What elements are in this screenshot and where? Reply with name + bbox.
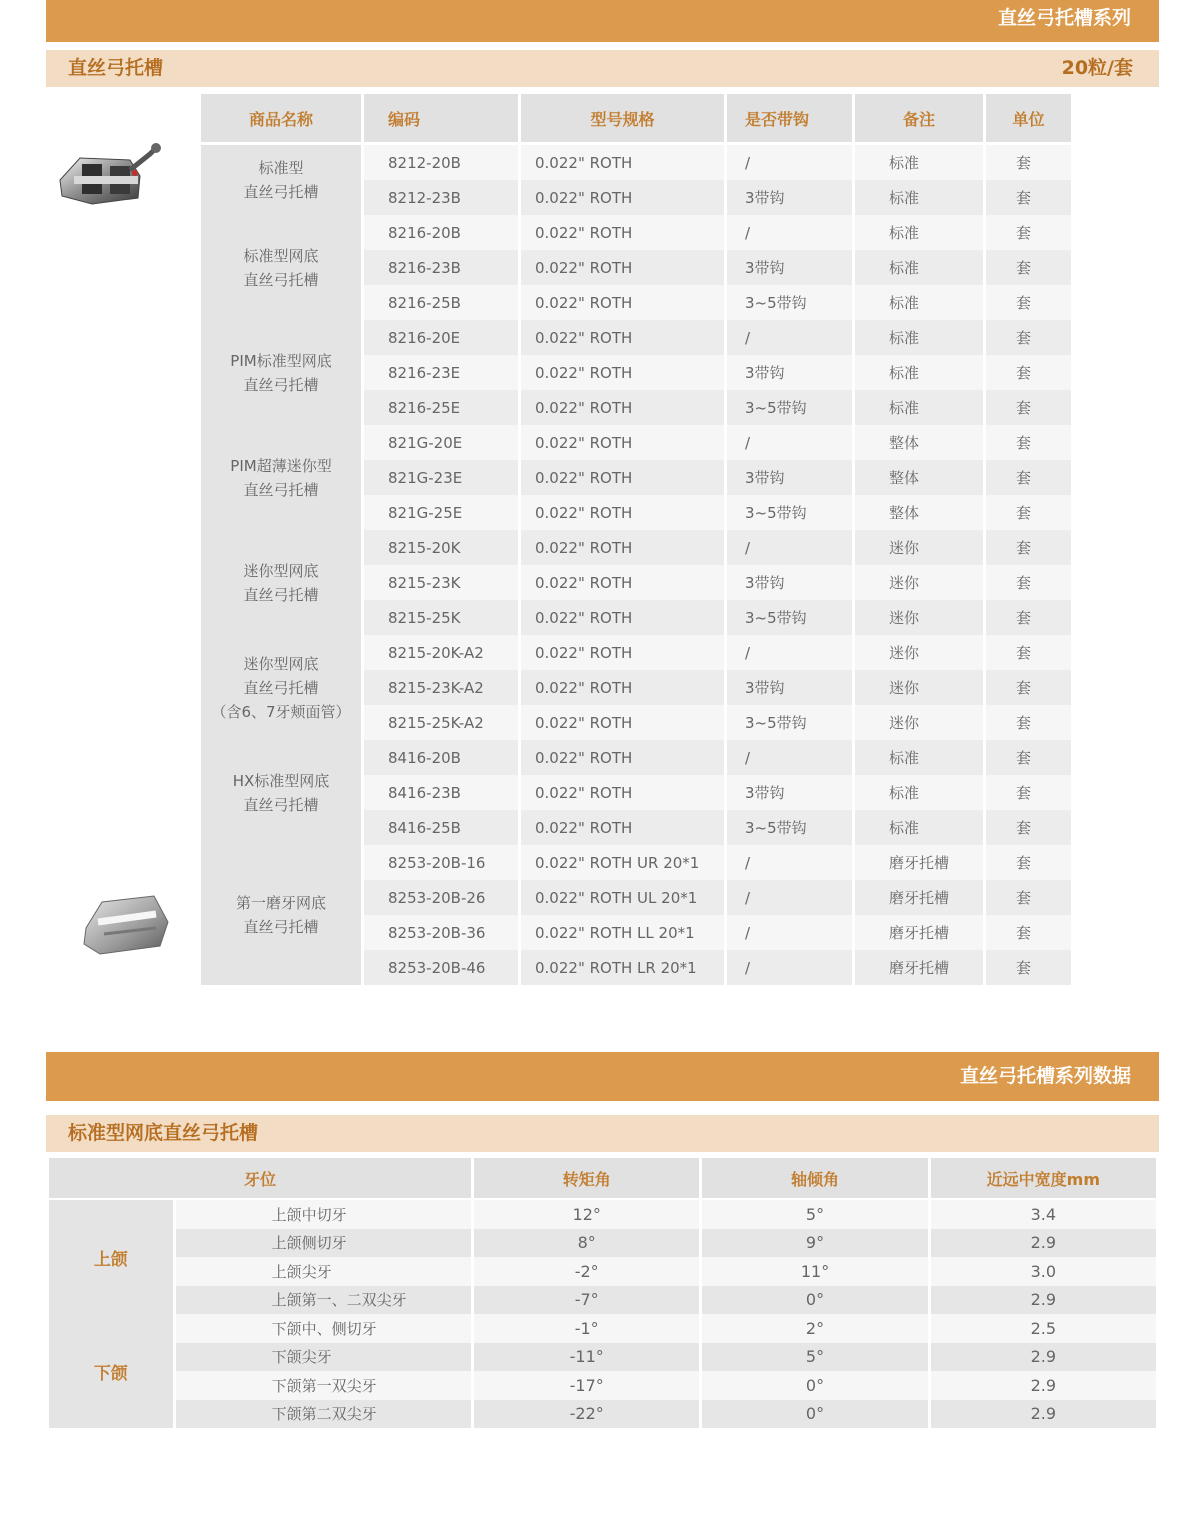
series-banner-title: 直丝弓托槽系列 <box>997 7 1131 29</box>
product-hook: / <box>727 145 852 180</box>
product-name-line: PIM超薄迷你型 <box>230 456 332 475</box>
jaw-label: 下颌 <box>49 1314 173 1428</box>
product-note: 标准 <box>855 810 983 845</box>
product-sub-title: 直丝弓托槽 <box>68 57 164 79</box>
product-name-line: 标准型网底 <box>243 246 319 265</box>
product-row <box>201 425 1071 460</box>
product-name-line: （含6、7牙颊面管） <box>211 702 351 721</box>
product-spec: 0.022" ROTH <box>521 530 724 565</box>
product-unit: 套 <box>986 775 1071 810</box>
product-name-cell <box>201 635 361 740</box>
width-value: 2.9 <box>931 1286 1156 1315</box>
product-unit: 套 <box>986 425 1071 460</box>
product-code: 8253-20B-26 <box>364 880 518 915</box>
product-code: 8216-20E <box>364 320 518 355</box>
product-unit: 套 <box>986 145 1071 180</box>
product-hook: 3带钩 <box>727 460 852 495</box>
product-name-cell <box>201 320 361 425</box>
product-code: 8215-23K <box>364 565 518 600</box>
product-unit: 套 <box>986 600 1071 635</box>
product-unit: 套 <box>986 845 1071 880</box>
product-name-line: 标准型 <box>258 159 304 177</box>
tooth-name: 上颌第一、二双尖牙 <box>176 1286 471 1315</box>
product-spec: 0.022" ROTH <box>521 215 724 250</box>
product-unit: 套 <box>986 740 1071 775</box>
product-note: 迷你 <box>855 600 983 635</box>
product-spec: 0.022" ROTH <box>521 390 724 425</box>
product-code: 8253-20B-16 <box>364 845 518 880</box>
product-name-cell <box>201 145 361 215</box>
angle-row <box>49 1314 1156 1343</box>
width-value: 3.0 <box>931 1257 1156 1286</box>
product-hook: / <box>727 635 852 670</box>
product-note: 标准 <box>855 180 983 215</box>
angle-row <box>49 1229 1156 1258</box>
product-code: 8212-23B <box>364 180 518 215</box>
product-name-line: 直丝弓托槽 <box>243 183 319 201</box>
product-name-cell <box>201 215 361 320</box>
product-name-line: 直丝弓托槽 <box>243 795 319 814</box>
product-table <box>198 94 1074 985</box>
product-unit: 套 <box>986 495 1071 530</box>
tip-value: 5° <box>702 1343 927 1372</box>
product-note: 整体 <box>855 495 983 530</box>
product-spec: 0.022" ROTH LR 20*1 <box>521 950 724 985</box>
angle-row <box>49 1343 1156 1372</box>
product-spec: 0.022" ROTH <box>521 460 724 495</box>
product-unit: 套 <box>986 215 1071 250</box>
product-note: 迷你 <box>855 565 983 600</box>
product-note: 标准 <box>855 355 983 390</box>
angle-data-table <box>46 1158 1159 1428</box>
product-code: 821G-20E <box>364 425 518 460</box>
product-spec: 0.022" ROTH <box>521 285 724 320</box>
product-spec: 0.022" ROTH <box>521 145 724 180</box>
product-name-line: PIM标准型网底 <box>230 351 332 370</box>
product-sub-banner <box>46 50 1159 87</box>
product-unit: 套 <box>986 460 1071 495</box>
product-note: 标准 <box>855 390 983 425</box>
product-note: 磨牙托槽 <box>855 880 983 915</box>
header-spec: 型号规格 <box>521 94 724 145</box>
product-hook: 3带钩 <box>727 250 852 285</box>
product-spec: 0.022" ROTH <box>521 250 724 285</box>
product-code: 821G-25E <box>364 495 518 530</box>
data-sub-banner <box>46 1115 1159 1152</box>
product-hook: / <box>727 950 852 985</box>
product-code: 8212-20B <box>364 145 518 180</box>
product-note: 迷你 <box>855 530 983 565</box>
data-banner <box>46 1052 1159 1101</box>
product-spec: 0.022" ROTH <box>521 600 724 635</box>
width-value: 2.9 <box>931 1371 1156 1400</box>
product-note: 标准 <box>855 215 983 250</box>
product-code: 8216-23B <box>364 250 518 285</box>
product-hook: 3~5带钩 <box>727 705 852 740</box>
product-code: 8216-25B <box>364 285 518 320</box>
product-unit: 套 <box>986 670 1071 705</box>
product-code: 8253-20B-46 <box>364 950 518 985</box>
product-hook: 3带钩 <box>727 670 852 705</box>
product-code: 8215-25K <box>364 600 518 635</box>
header-tooth-position: 牙位 <box>49 1158 471 1200</box>
tip-value: 9° <box>702 1229 927 1258</box>
product-hook: 3~5带钩 <box>727 600 852 635</box>
product-unit: 套 <box>986 635 1071 670</box>
product-spec: 0.022" ROTH <box>521 320 724 355</box>
product-note: 标准 <box>855 285 983 320</box>
product-row <box>201 740 1071 775</box>
product-note: 磨牙托槽 <box>855 915 983 950</box>
product-row <box>201 845 1071 880</box>
torque-value: -2° <box>474 1257 699 1286</box>
product-row <box>201 635 1071 670</box>
molar-tube-product-image <box>80 888 172 958</box>
product-spec: 0.022" ROTH <box>521 565 724 600</box>
product-note: 磨牙托槽 <box>855 950 983 985</box>
product-name-line: 直丝弓托槽 <box>243 375 319 394</box>
tooth-name: 下颌中、侧切牙 <box>176 1314 471 1343</box>
product-name-line: HX标准型网底 <box>232 771 330 790</box>
product-unit: 套 <box>986 565 1071 600</box>
product-unit: 套 <box>986 250 1071 285</box>
product-hook: / <box>727 530 852 565</box>
product-unit: 套 <box>986 810 1071 845</box>
header-code: 编码 <box>364 94 518 145</box>
header-torque: 转矩角 <box>474 1158 699 1200</box>
product-hook: / <box>727 215 852 250</box>
product-code: 8416-23B <box>364 775 518 810</box>
tip-value: 2° <box>702 1314 927 1343</box>
tip-value: 0° <box>702 1371 927 1400</box>
product-hook: 3~5带钩 <box>727 285 852 320</box>
product-unit: 套 <box>986 355 1071 390</box>
tip-value: 0° <box>702 1286 927 1315</box>
product-spec: 0.022" ROTH <box>521 355 724 390</box>
header-product-name: 商品名称 <box>201 94 361 145</box>
product-spec: 0.022" ROTH UR 20*1 <box>521 845 724 880</box>
torque-value: -1° <box>474 1314 699 1343</box>
product-hook: 3~5带钩 <box>727 810 852 845</box>
header-unit: 单位 <box>986 94 1071 145</box>
data-banner-title: 直丝弓托槽系列数据 <box>959 1065 1131 1087</box>
pack-quantity: 20粒/套 <box>1061 57 1133 79</box>
torque-value: -17° <box>474 1371 699 1400</box>
product-row <box>201 530 1071 565</box>
product-spec: 0.022" ROTH <box>521 740 724 775</box>
product-unit: 套 <box>986 390 1071 425</box>
product-spec: 0.022" ROTH <box>521 670 724 705</box>
product-name-cell <box>201 425 361 530</box>
tooth-name: 下颌尖牙 <box>176 1343 471 1372</box>
product-code: 8416-25B <box>364 810 518 845</box>
product-spec: 0.022" ROTH <box>521 810 724 845</box>
product-note: 迷你 <box>855 670 983 705</box>
product-code: 8215-25K-A2 <box>364 705 518 740</box>
width-value: 2.9 <box>931 1400 1156 1429</box>
tooth-name: 下颌第二双尖牙 <box>176 1400 471 1429</box>
tip-value: 11° <box>702 1257 927 1286</box>
product-note: 迷你 <box>855 635 983 670</box>
product-note: 迷你 <box>855 705 983 740</box>
product-hook: / <box>727 915 852 950</box>
angle-row <box>49 1371 1156 1400</box>
header-note: 备注 <box>855 94 983 145</box>
product-name-line: 迷你型网底 <box>243 561 319 580</box>
product-name-line: 直丝弓托槽 <box>243 918 319 936</box>
product-spec: 0.022" ROTH <box>521 425 724 460</box>
product-spec: 0.022" ROTH LL 20*1 <box>521 915 724 950</box>
product-name-cell <box>201 845 361 985</box>
header-tip: 轴倾角 <box>702 1158 927 1200</box>
product-hook: / <box>727 425 852 460</box>
angle-row <box>49 1286 1156 1315</box>
torque-value: -11° <box>474 1343 699 1372</box>
header-width: 近远中宽度mm <box>931 1158 1156 1200</box>
product-hook: / <box>727 880 852 915</box>
tooth-name: 上颌尖牙 <box>176 1257 471 1286</box>
product-unit: 套 <box>986 705 1071 740</box>
product-code: 8416-20B <box>364 740 518 775</box>
tip-value: 0° <box>702 1400 927 1429</box>
torque-value: 12° <box>474 1200 699 1229</box>
product-code: 821G-23E <box>364 460 518 495</box>
product-spec: 0.022" ROTH UL 20*1 <box>521 880 724 915</box>
product-note: 整体 <box>855 460 983 495</box>
product-unit: 套 <box>986 880 1071 915</box>
product-unit: 套 <box>986 915 1071 950</box>
product-note: 标准 <box>855 250 983 285</box>
width-value: 2.9 <box>931 1343 1156 1372</box>
torque-value: -22° <box>474 1400 699 1429</box>
product-note: 标准 <box>855 775 983 810</box>
tooth-name: 上颌中切牙 <box>176 1200 471 1229</box>
product-code: 8216-23E <box>364 355 518 390</box>
product-spec: 0.022" ROTH <box>521 705 724 740</box>
product-unit: 套 <box>986 180 1071 215</box>
product-name-line: 直丝弓托槽 <box>243 270 319 289</box>
width-value: 3.4 <box>931 1200 1156 1229</box>
tooth-name: 上颌侧切牙 <box>176 1229 471 1258</box>
product-code: 8216-20B <box>364 215 518 250</box>
data-sub-title: 标准型网底直丝弓托槽 <box>68 1122 259 1144</box>
product-row <box>201 320 1071 355</box>
product-row <box>201 145 1071 180</box>
product-unit: 套 <box>986 530 1071 565</box>
width-value: 2.5 <box>931 1314 1156 1343</box>
product-hook: 3带钩 <box>727 565 852 600</box>
product-unit: 套 <box>986 320 1071 355</box>
product-name-cell <box>201 530 361 635</box>
product-note: 磨牙托槽 <box>855 845 983 880</box>
product-unit: 套 <box>986 285 1071 320</box>
width-value: 2.9 <box>931 1229 1156 1258</box>
product-name-line: 第一磨牙网底 <box>235 894 326 912</box>
torque-value: 8° <box>474 1229 699 1258</box>
product-note: 标准 <box>855 740 983 775</box>
product-spec: 0.022" ROTH <box>521 775 724 810</box>
product-hook: 3带钩 <box>727 355 852 390</box>
jaw-label: 上颌 <box>49 1200 173 1314</box>
product-hook: 3~5带钩 <box>727 390 852 425</box>
product-table-header <box>201 94 1071 145</box>
angle-row <box>49 1257 1156 1286</box>
product-name-line: 直丝弓托槽 <box>243 678 319 697</box>
product-spec: 0.022" ROTH <box>521 495 724 530</box>
product-name-line: 直丝弓托槽 <box>243 480 319 499</box>
data-table-header <box>49 1158 1156 1200</box>
product-hook: 3带钩 <box>727 775 852 810</box>
product-code: 8215-20K <box>364 530 518 565</box>
product-name-line: 迷你型网底 <box>243 654 319 673</box>
product-note: 标准 <box>855 320 983 355</box>
series-banner <box>46 0 1159 42</box>
header-hook: 是否带钩 <box>727 94 852 145</box>
product-spec: 0.022" ROTH <box>521 635 724 670</box>
product-hook: / <box>727 320 852 355</box>
product-note: 标准 <box>855 145 983 180</box>
product-hook: 3带钩 <box>727 180 852 215</box>
tip-value: 5° <box>702 1200 927 1229</box>
product-row <box>201 215 1071 250</box>
angle-row <box>49 1400 1156 1429</box>
product-hook: / <box>727 740 852 775</box>
product-code: 8253-20B-36 <box>364 915 518 950</box>
bracket-product-image <box>52 140 172 220</box>
product-code: 8215-20K-A2 <box>364 635 518 670</box>
product-name-cell <box>201 740 361 845</box>
product-name-line: 直丝弓托槽 <box>243 585 319 604</box>
product-hook: 3~5带钩 <box>727 495 852 530</box>
product-spec: 0.022" ROTH <box>521 180 724 215</box>
product-code: 8215-23K-A2 <box>364 670 518 705</box>
product-code: 8216-25E <box>364 390 518 425</box>
torque-value: -7° <box>474 1286 699 1315</box>
product-unit: 套 <box>986 950 1071 985</box>
product-note: 整体 <box>855 425 983 460</box>
angle-row <box>49 1200 1156 1229</box>
product-hook: / <box>727 845 852 880</box>
tooth-name: 下颌第一双尖牙 <box>176 1371 471 1400</box>
